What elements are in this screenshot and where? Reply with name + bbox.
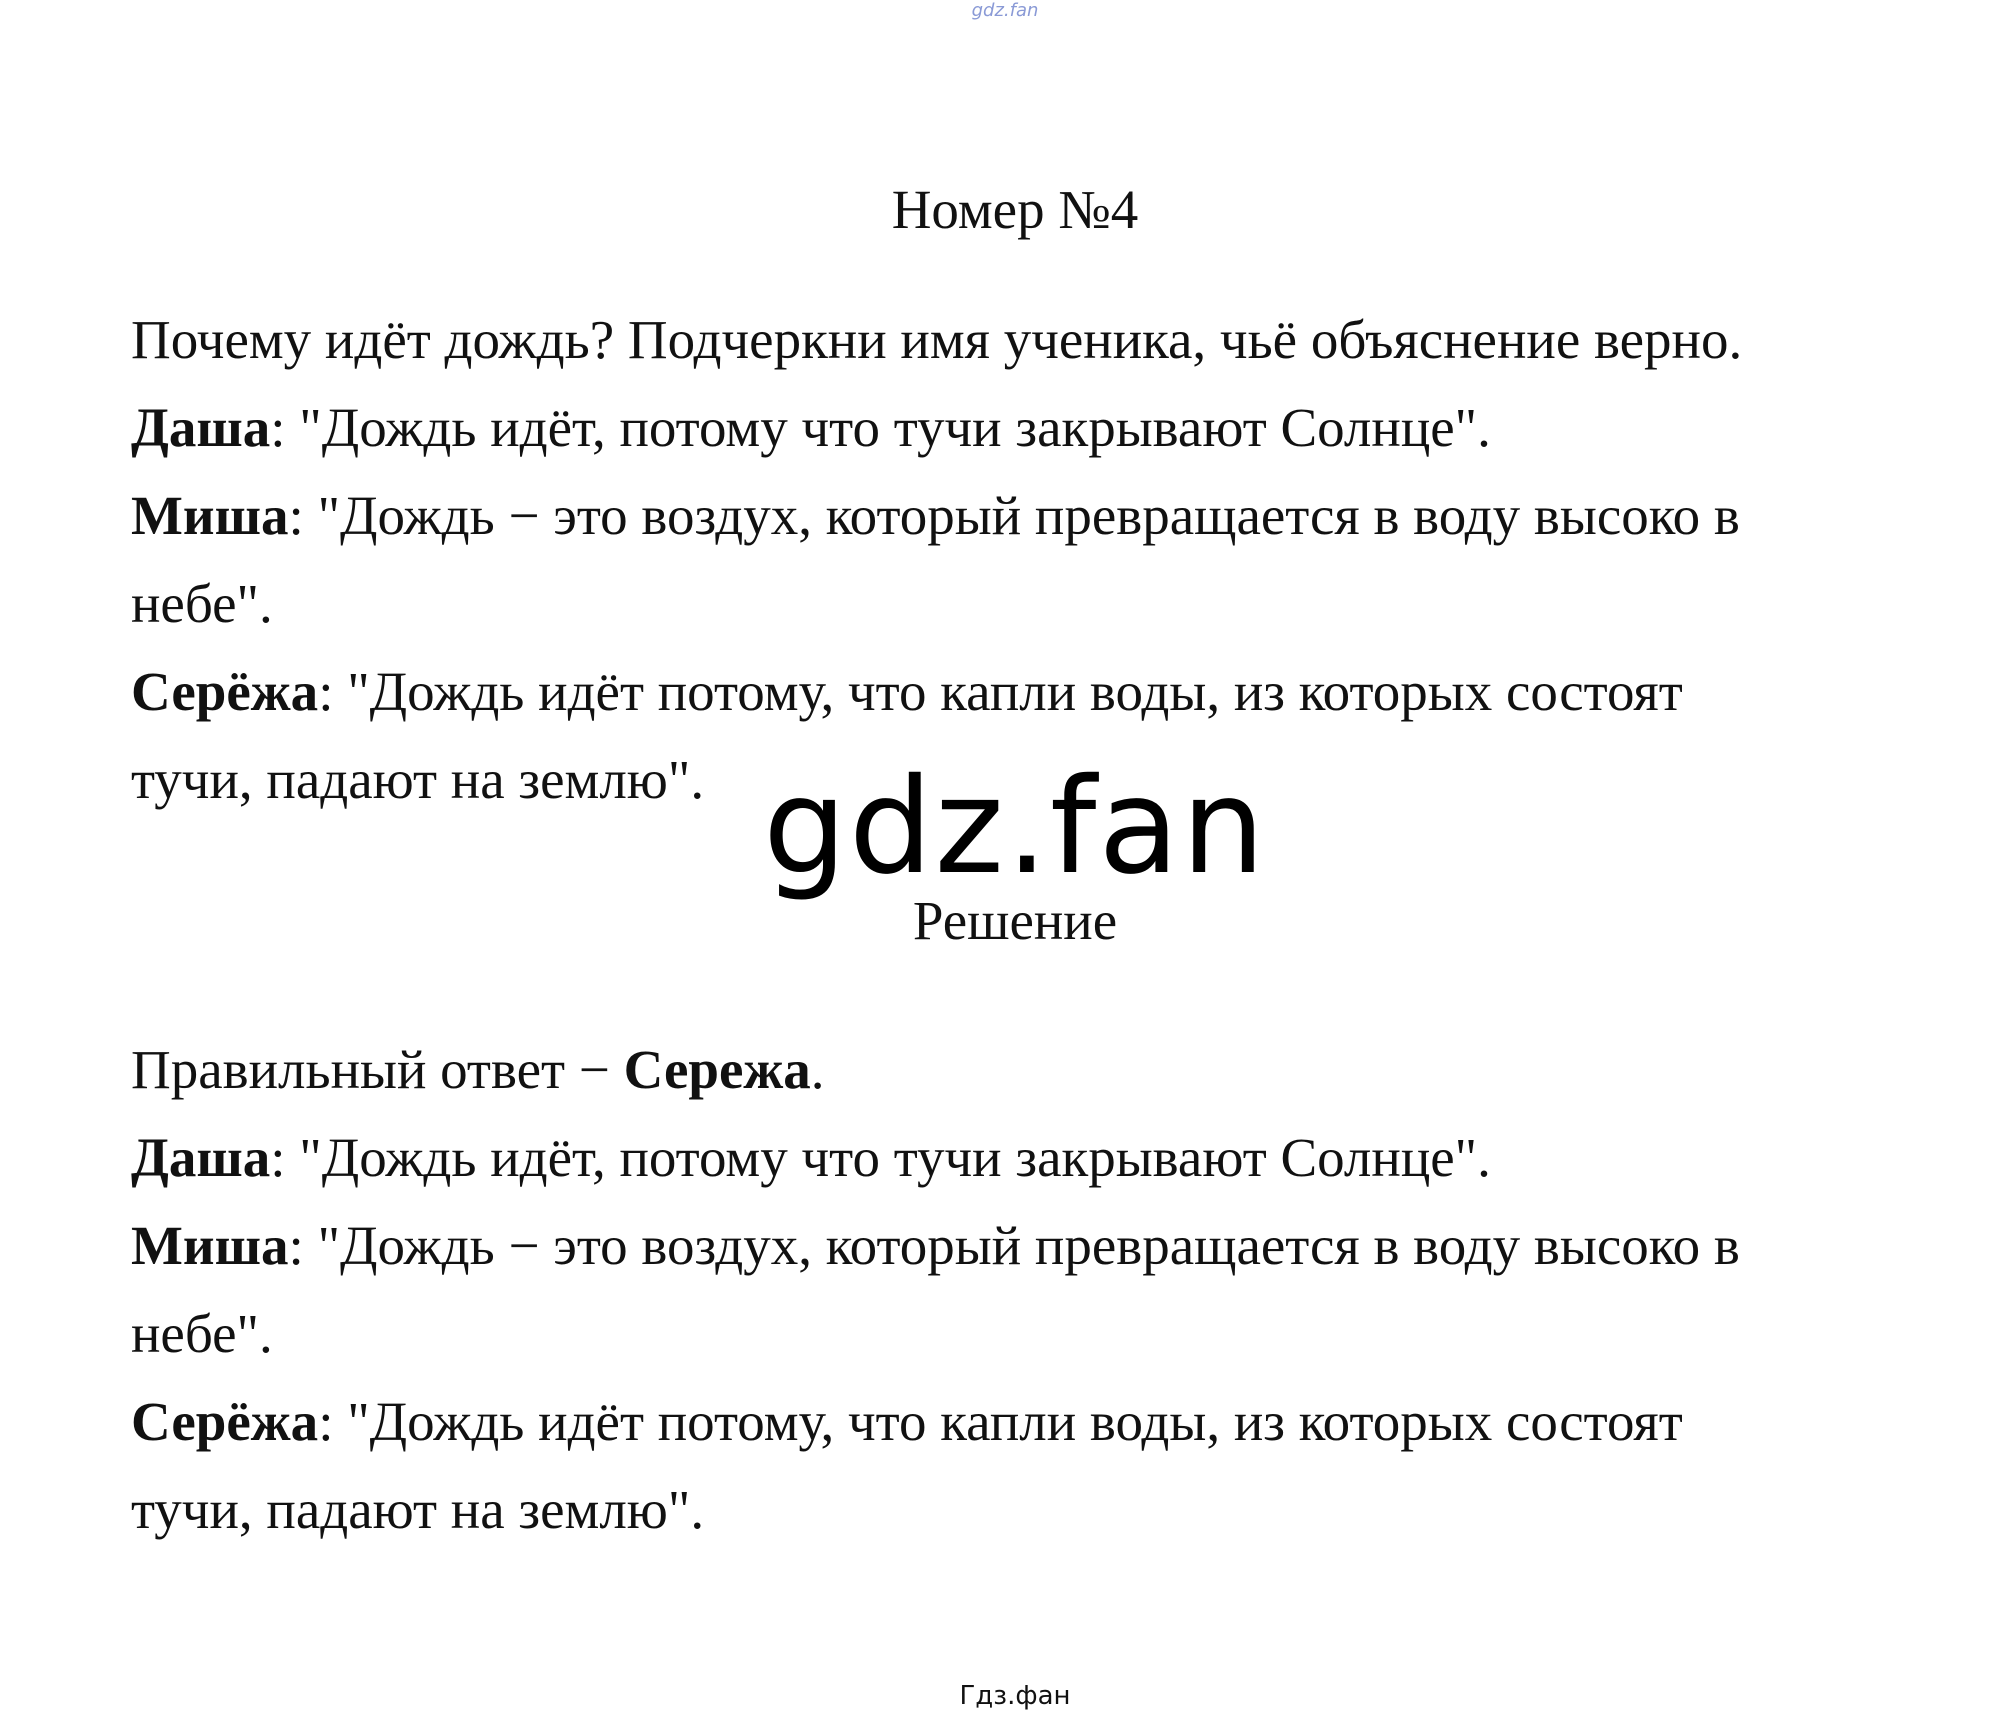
site-watermark: gdz.fan (763, 750, 1267, 904)
question-block (131, 296, 1931, 824)
correct-answer-name: Сережа (623, 1039, 811, 1100)
solution-heading: Решение (912, 890, 1118, 951)
student-name: Миша (131, 1215, 289, 1276)
answer-dasha (131, 384, 1931, 472)
answer-misha (131, 1202, 1931, 1378)
correct-answer-suffix: . (810, 1039, 825, 1100)
student-explanation: : "Дождь − это воздух, который превращается в воду высоко в (288, 485, 1740, 546)
student-name: Даша (131, 397, 271, 458)
student-name: Серёжа (131, 661, 319, 722)
solution-block (131, 1026, 1931, 1554)
footer-text: Гдз.фан (959, 1681, 1071, 1711)
student-explanation: : "Дождь идёт, потому что тучи закрывают Солнце". (270, 1127, 1491, 1188)
answer-misha (131, 472, 1931, 648)
correct-answer-prefix: Правильный ответ − (131, 1039, 624, 1100)
student-explanation-cont: небе". (131, 573, 273, 634)
question-prompt: Почему идёт дождь? Подчеркни имя ученика, чьё объяснение верно. (131, 309, 1743, 370)
student-explanation: : "Дождь − это воздух, который превращается в воду высоко в (288, 1215, 1740, 1276)
student-explanation-cont: тучи, падают на землю". (131, 749, 705, 810)
correct-answer-line (131, 1026, 1931, 1114)
student-name: Серёжа (131, 1391, 319, 1452)
page-title: Номер №4 (891, 179, 1139, 240)
answer-serezha (131, 1378, 1931, 1554)
student-explanation: : "Дождь идёт потому, что капли воды, из которых состоят (318, 1391, 1683, 1452)
student-name: Миша (131, 485, 289, 546)
student-explanation: : "Дождь идёт, потому что тучи закрывают Солнце". (270, 397, 1491, 458)
student-explanation: : "Дождь идёт потому, что капли воды, из которых состоят (318, 661, 1683, 722)
student-name: Даша (131, 1127, 271, 1188)
student-explanation-cont: тучи, падают на землю". (131, 1479, 705, 1540)
header-watermark: gdz.fan (971, 0, 1039, 21)
answer-dasha (131, 1114, 1931, 1202)
student-explanation-cont: небе". (131, 1303, 273, 1364)
